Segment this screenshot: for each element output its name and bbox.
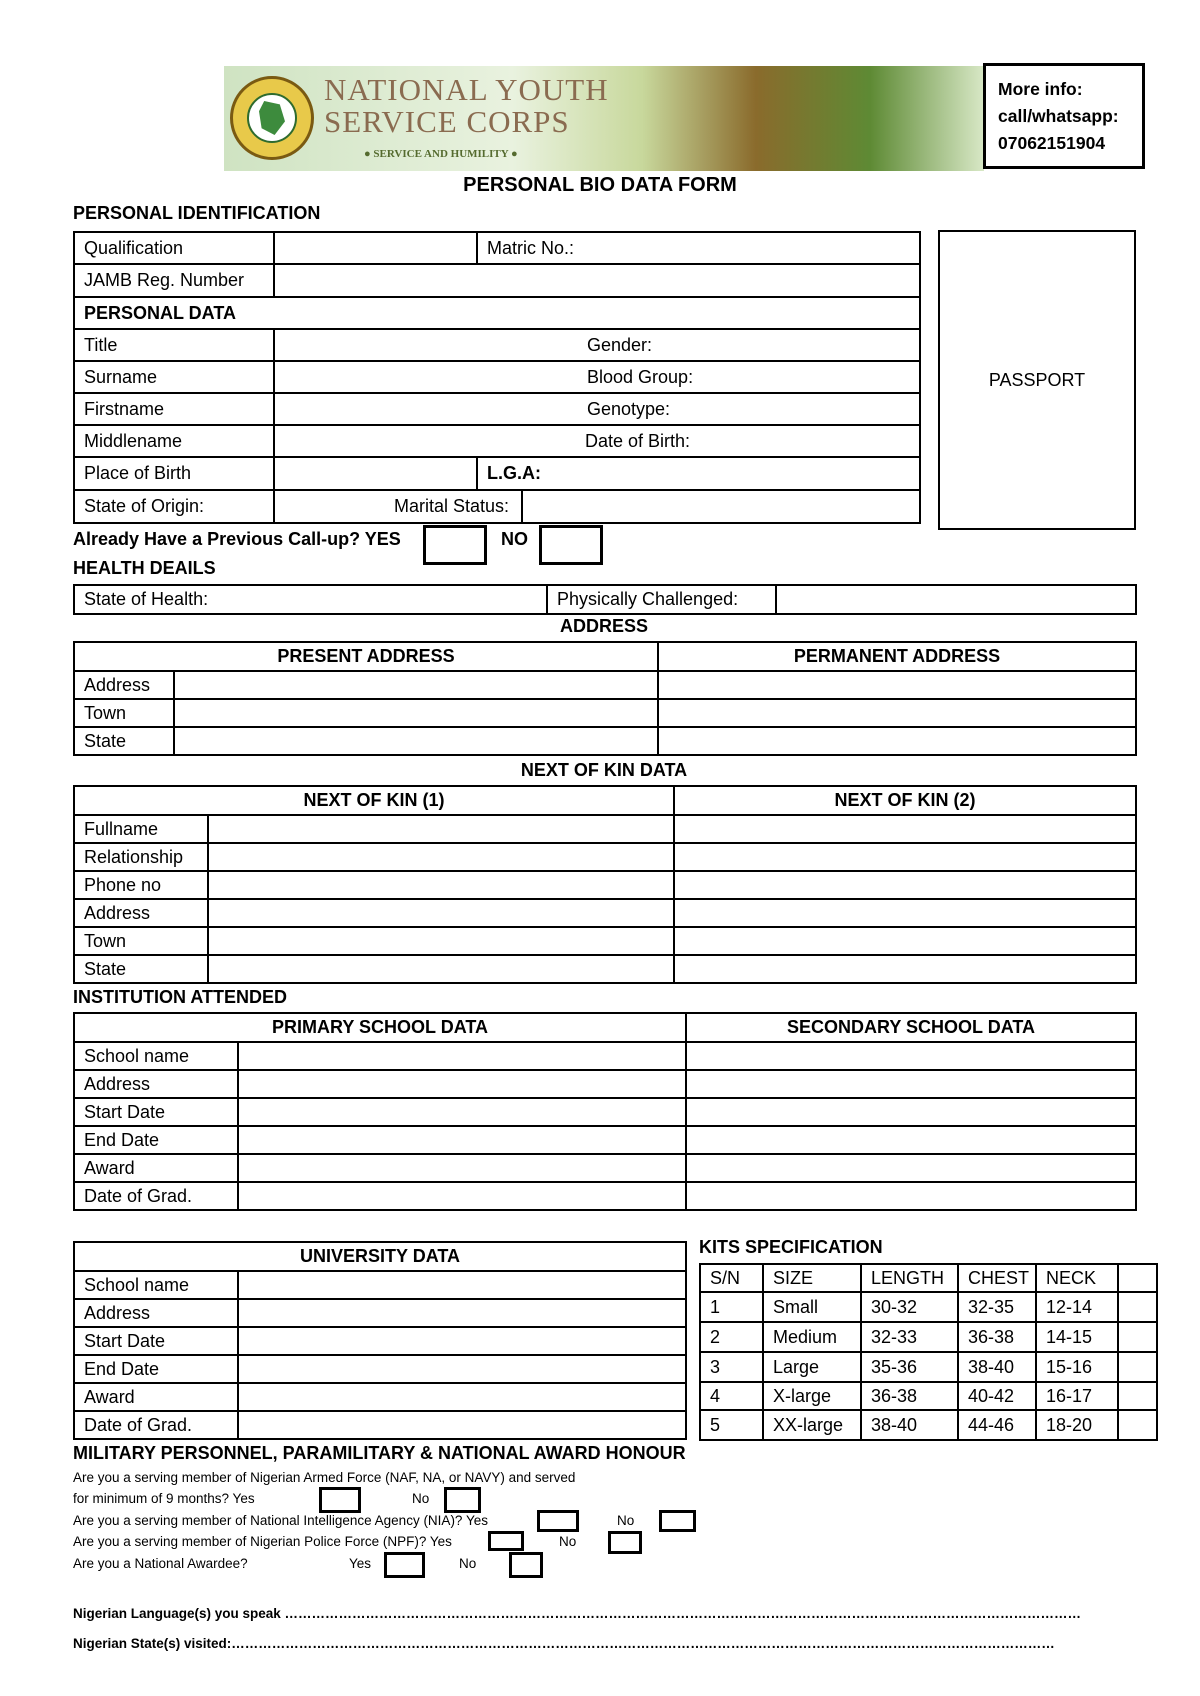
kit-chest: 32-35 <box>958 1292 1036 1322</box>
military-q4: Are you a National Awardee? <box>73 1556 248 1571</box>
section-address: ADDRESS <box>559 616 648 636</box>
genotype-label: Genotype: <box>587 398 671 419</box>
kit-sn: 1 <box>700 1292 763 1322</box>
callup-no-checkbox[interactable] <box>539 525 603 565</box>
kit-select-field[interactable] <box>1118 1352 1157 1382</box>
q3-yes-checkbox[interactable] <box>488 1531 524 1551</box>
primary-school-name-field[interactable] <box>238 1042 686 1070</box>
kit-select-field[interactable] <box>1118 1292 1157 1322</box>
q2-no-checkbox[interactable] <box>659 1510 696 1532</box>
institution-table <box>73 1012 1137 1211</box>
university-table <box>73 1241 687 1440</box>
uni-address-label: Address <box>74 1299 238 1327</box>
inst-end-date-label: End Date <box>74 1126 238 1154</box>
uni-award-label: Award <box>74 1383 238 1411</box>
kit-sn: 2 <box>700 1322 763 1352</box>
q2-yes-checkbox[interactable] <box>537 1510 579 1532</box>
kits-row <box>700 1410 1157 1440</box>
primary-start-date-field[interactable] <box>238 1098 686 1126</box>
address-table <box>73 641 1137 756</box>
kits-header-chest: CHEST <box>958 1264 1036 1292</box>
uni-school-name-label: School name <box>74 1271 238 1299</box>
passport-label: PASSPORT <box>988 369 1086 390</box>
kit-sn: 5 <box>700 1410 763 1440</box>
section-military: MILITARY PERSONNEL, PARAMILITARY & NATIONAL AWARD HONOUR <box>73 1443 686 1463</box>
primary-grad-date-field[interactable] <box>238 1182 686 1210</box>
permanent-state-field[interactable] <box>658 727 1136 755</box>
uni-grad-date-label: Date of Grad. <box>74 1411 238 1439</box>
lga-label[interactable]: L.G.A: <box>477 457 920 490</box>
kits-table <box>699 1263 1158 1441</box>
kit-neck: 16-17 <box>1036 1382 1118 1410</box>
secondary-award-field[interactable] <box>686 1154 1136 1182</box>
kits-header-size: SIZE <box>763 1264 861 1292</box>
marital-status-label: Marital Status: <box>393 496 509 516</box>
kin1-relationship-field[interactable] <box>208 843 674 871</box>
kin-state-label: State <box>74 955 208 983</box>
kit-size: Large <box>763 1352 861 1382</box>
state-of-origin-field[interactable] <box>274 490 522 523</box>
logo-title-line2: SERVICE CORPS <box>324 104 570 139</box>
next-of-kin-table <box>73 785 1137 984</box>
secondary-start-date-field[interactable] <box>686 1098 1136 1126</box>
kit-select-field[interactable] <box>1118 1410 1157 1440</box>
kit-length: 38-40 <box>861 1410 958 1440</box>
inst-start-date-label: Start Date <box>74 1098 238 1126</box>
physically-challenged-label: Physically Challenged: <box>547 585 776 614</box>
kit-neck: 15-16 <box>1036 1352 1118 1382</box>
nysc-banner <box>224 66 984 171</box>
kin1-town-field[interactable] <box>208 927 674 955</box>
kin1-heading: NEXT OF KIN (1) <box>74 786 674 815</box>
inst-address-label: Address <box>74 1070 238 1098</box>
section-health: HEALTH DEAILS <box>73 558 216 578</box>
title-field[interactable] <box>274 329 920 361</box>
state-row-label: State <box>74 727 174 755</box>
military-q1-line1: Are you a serving member of Nigerian Armed Force (NAF, NA, or NAVY) and served <box>73 1470 576 1485</box>
section-personal-identification: PERSONAL IDENTIFICATION <box>73 203 321 223</box>
kit-chest: 44-46 <box>958 1410 1036 1440</box>
form-title: PERSONAL BIO DATA FORM <box>463 174 737 196</box>
kin-town-label: Town <box>74 927 208 955</box>
states-visited-line[interactable]: Nigerian State(s) visited:………………………………………………………………………………………………………………………………………………………………… <box>73 1636 1055 1651</box>
uni-grad-date-field[interactable] <box>238 1411 686 1439</box>
title-label: Title <box>74 329 274 361</box>
kin2-town-field[interactable] <box>674 927 1136 955</box>
section-next-of-kin: NEXT OF KIN DATA <box>520 760 688 780</box>
present-town-field[interactable] <box>174 699 658 727</box>
q1-no-label: No <box>412 1491 430 1506</box>
kin2-address-field[interactable] <box>674 899 1136 927</box>
kit-neck: 14-15 <box>1036 1322 1118 1352</box>
personal-data-heading: PERSONAL DATA <box>74 297 920 329</box>
kit-length: 36-38 <box>861 1382 958 1410</box>
kits-row <box>700 1322 1157 1352</box>
dob-label: Date of Birth: <box>585 430 691 451</box>
q2-no-label: No <box>617 1513 635 1528</box>
military-q3: Are you a serving member of Nigerian Police Force (NPF)? Yes <box>73 1534 452 1549</box>
secondary-school-heading: SECONDARY SCHOOL DATA <box>686 1013 1136 1042</box>
surname-label: Surname <box>74 361 274 393</box>
inst-school-name-label: School name <box>74 1042 238 1070</box>
uni-end-date-label: End Date <box>74 1355 238 1383</box>
qualification-label: Qualification <box>74 232 274 264</box>
kit-size: Small <box>763 1292 861 1322</box>
kit-length: 30-32 <box>861 1292 958 1322</box>
q4-no-checkbox[interactable] <box>509 1552 543 1578</box>
kin-relationship-label: Relationship <box>74 843 208 871</box>
uni-award-field[interactable] <box>238 1383 686 1411</box>
nysc-logo <box>230 76 314 160</box>
marital-status-field[interactable] <box>522 490 920 523</box>
state-of-origin-label: State of Origin: <box>74 490 274 523</box>
kin2-state-field[interactable] <box>674 955 1136 983</box>
kit-sn: 3 <box>700 1352 763 1382</box>
kit-neck: 18-20 <box>1036 1410 1118 1440</box>
kit-size: X-large <box>763 1382 861 1410</box>
kit-size: Medium <box>763 1322 861 1352</box>
q3-no-label: No <box>559 1534 577 1549</box>
callup-no-label: NO <box>501 529 528 549</box>
q3-no-checkbox[interactable] <box>608 1531 642 1554</box>
permanent-address-heading: PERMANENT ADDRESS <box>658 642 1136 671</box>
middlename-label: Middlename <box>74 425 274 457</box>
kit-length: 35-36 <box>861 1352 958 1382</box>
present-state-field[interactable] <box>174 727 658 755</box>
town-row-label: Town <box>74 699 174 727</box>
secondary-school-name-field[interactable] <box>686 1042 1136 1070</box>
kin2-relationship-field[interactable] <box>674 843 1136 871</box>
uni-start-date-label: Start Date <box>74 1327 238 1355</box>
kits-row <box>700 1352 1157 1382</box>
kin1-address-field[interactable] <box>208 899 674 927</box>
secondary-grad-date-field[interactable] <box>686 1182 1136 1210</box>
surname-field[interactable] <box>274 361 920 393</box>
gender-label: Gender: <box>587 334 653 355</box>
firstname-label: Firstname <box>74 393 274 425</box>
blood-group-label: Blood Group: <box>587 366 694 387</box>
jamb-field[interactable] <box>274 264 920 297</box>
callup-yes-checkbox[interactable] <box>423 525 487 565</box>
inst-grad-date-label: Date of Grad. <box>74 1182 238 1210</box>
kit-chest: 40-42 <box>958 1382 1036 1410</box>
primary-address-field[interactable] <box>238 1070 686 1098</box>
health-table <box>73 584 1137 615</box>
languages-line[interactable]: Nigerian Language(s) you speak …………………………………………………………………………………………………………………………………………………………… <box>73 1606 1082 1621</box>
kin1-fullname-field[interactable] <box>208 815 674 843</box>
firstname-field[interactable] <box>274 393 920 425</box>
kin1-phone-field[interactable] <box>208 871 674 899</box>
kit-chest: 36-38 <box>958 1322 1036 1352</box>
place-of-birth-field[interactable] <box>274 457 477 490</box>
physically-challenged-field[interactable] <box>776 585 1136 614</box>
kin1-state-field[interactable] <box>208 955 674 983</box>
kits-header-length: LENGTH <box>861 1264 958 1292</box>
permanent-town-field[interactable] <box>658 699 1136 727</box>
kin-address-label: Address <box>74 899 208 927</box>
kit-select-field[interactable] <box>1118 1382 1157 1410</box>
secondary-address-field[interactable] <box>686 1070 1136 1098</box>
kits-row <box>700 1382 1157 1410</box>
callup-question: Already Have a Previous Call-up? YES <box>73 529 401 549</box>
kit-neck: 12-14 <box>1036 1292 1118 1322</box>
matric-label[interactable]: Matric No.: <box>477 232 920 264</box>
state-of-health-label[interactable]: State of Health: <box>74 585 547 614</box>
kit-sn: 4 <box>700 1382 763 1410</box>
kin-phone-label: Phone no <box>74 871 208 899</box>
jamb-label: JAMB Reg. Number <box>74 264 274 297</box>
permanent-address-field[interactable] <box>658 671 1136 699</box>
info-line2: call/whatsapp: <box>998 106 1119 126</box>
passport-box[interactable] <box>938 230 1136 530</box>
contact-info-box <box>983 63 1145 169</box>
kin2-heading: NEXT OF KIN (2) <box>674 786 1136 815</box>
present-address-heading: PRESENT ADDRESS <box>74 642 658 671</box>
q1-no-checkbox[interactable] <box>444 1487 481 1513</box>
logo-motto: ● SERVICE AND HUMILITY ● <box>364 148 518 160</box>
kit-size: XX-large <box>763 1410 861 1440</box>
kit-select-field[interactable] <box>1118 1322 1157 1352</box>
place-of-birth-label: Place of Birth <box>74 457 274 490</box>
secondary-end-date-field[interactable] <box>686 1126 1136 1154</box>
primary-end-date-field[interactable] <box>238 1126 686 1154</box>
kit-length: 32-33 <box>861 1322 958 1352</box>
q4-no-label: No <box>459 1556 477 1571</box>
uni-school-name-field[interactable] <box>238 1271 686 1299</box>
kin2-phone-field[interactable] <box>674 871 1136 899</box>
middlename-field[interactable] <box>274 425 920 457</box>
kits-header-sn: S/N <box>700 1264 763 1292</box>
uni-address-field[interactable] <box>238 1299 686 1327</box>
present-address-field[interactable] <box>174 671 658 699</box>
kits-row <box>700 1292 1157 1322</box>
kits-header-select <box>1118 1264 1157 1292</box>
kin2-fullname-field[interactable] <box>674 815 1136 843</box>
primary-school-heading: PRIMARY SCHOOL DATA <box>74 1013 686 1042</box>
info-line3: 07062151904 <box>998 133 1106 153</box>
primary-award-field[interactable] <box>238 1154 686 1182</box>
personal-data-table <box>73 231 921 524</box>
q4-yes-checkbox[interactable] <box>384 1552 425 1578</box>
inst-award-label: Award <box>74 1154 238 1182</box>
kits-header-neck: NECK <box>1036 1264 1118 1292</box>
qualification-field[interactable] <box>274 232 477 264</box>
uni-end-date-field[interactable] <box>238 1355 686 1383</box>
kin-fullname-label: Fullname <box>74 815 208 843</box>
uni-start-date-field[interactable] <box>238 1327 686 1355</box>
military-q1-line2: for minimum of 9 months? Yes <box>73 1491 255 1506</box>
address-row-label: Address <box>74 671 174 699</box>
logo-title-line1: NATIONAL YOUTH <box>324 72 609 107</box>
military-q2: Are you a serving member of National Intelligence Agency (NIA)? Yes <box>73 1513 488 1528</box>
info-line1: More info: <box>998 79 1083 99</box>
university-heading: UNIVERSITY DATA <box>74 1242 686 1271</box>
section-institution: INSTITUTION ATTENDED <box>73 987 287 1007</box>
kit-chest: 38-40 <box>958 1352 1036 1382</box>
q4-yes-label: Yes <box>349 1556 372 1571</box>
section-kits: KITS SPECIFICATION <box>699 1237 883 1257</box>
q1-yes-checkbox[interactable] <box>319 1487 361 1513</box>
